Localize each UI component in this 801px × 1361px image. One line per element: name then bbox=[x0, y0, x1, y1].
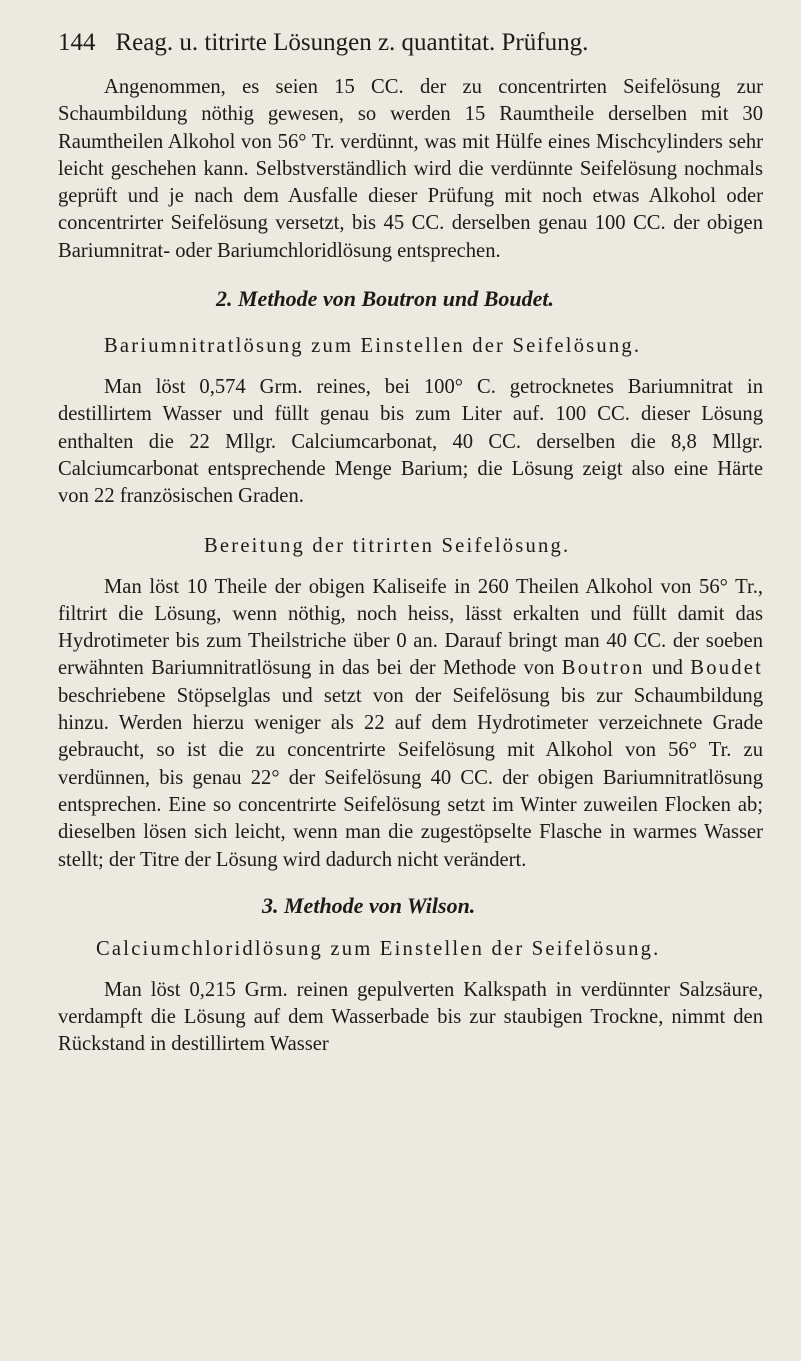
author-name-boudet: Boudet bbox=[690, 657, 763, 680]
page-number: 144 bbox=[58, 29, 96, 56]
subsection-title-bariumnitrat: Bariumnitratlösung zum Einstellen der Seifelösung. bbox=[104, 335, 642, 358]
subsection-title-bereitung: Bereitung der titrirten Seifelösung. bbox=[204, 534, 571, 557]
bereitung-paragraph bbox=[58, 574, 763, 874]
section-title-wilson: 3. Methode von Wilson. bbox=[262, 892, 476, 918]
calciumchlorid-paragraph: Man löst 0,215 Grm. reinen gepulverten Kalkspath in verdünnter Salzsäure, verdampft die Lösung auf dem Wasserbade bis zur staubigen Trockne, nimmt den Rückstand in destillirtem Wasser bbox=[58, 978, 763, 1056]
running-title: Reag. u. titrirte Lösungen z. quantitat. Prüfung. bbox=[115, 29, 589, 56]
intro-paragraph: Angenommen, es seien 15 CC. der zu concentrirten Seifelösung zur Schaumbildung nöthig gewesen, so werden 15 Raumtheile derselben mit 30 Raumtheilen Alkohol von 56° Tr. verdünnt, was mit Hülfe eines Mischcylinders sehr leicht geschehen kann. Selbstverständlich wird die verdünnte Seifelösung nochmals geprüft und je nach dem Ausfalle dieser Prüfung mit noch etwas Alkohol oder concentrirter Seifelösung versetzt, bis 45 CC. derselben genau 100 CC. der obigen Bariumnitrat- oder Bariumchloridlösung entsprechen. bbox=[58, 76, 763, 262]
bereitung-text-part-2: beschriebene Stöpselglas und setzt von der Seifelösung bis zur Schaumbildung hinzu. Werden hierzu weniger als 22 auf dem Hydrotimeter verzeichnete Grade gebraucht, so ist die zu concentrirte Seifelösung mit Alkohol von 56° Tr. zu verdünnen, bis genau 22° der Seifelösung 40 CC. der obigen Bariumnitratlösung entsprechen. Eine so concentrirte Seifelösung setzt im Winter zuweilen Flocken ab; dieselben lösen sich leicht, wenn man die zugestöpselte Flasche in warmes Wasser stellt; der Titre der Lösung wird dadurch nicht verändert. bbox=[58, 684, 763, 871]
page-header bbox=[58, 28, 763, 58]
bereitung-text-part-1: Man löst 10 Theile der obigen Kaliseife in 260 Theilen Alkohol von 56° Tr., filtrirt die Lösung, wenn nöthig, noch heiss, lässt erkalten und füllt damit das Hydrotimeter bis zum Theilstriche über 0 an. Darauf bringt man 40 CC. der soeben erwähnten Bariumnitratlösung in das bei der Methode von bbox=[58, 575, 763, 680]
subsection-title-calciumchlorid: Calciumchloridlösung zum Einstellen der Seifelösung. bbox=[96, 937, 661, 960]
author-name-boutron: Boutron bbox=[561, 657, 645, 680]
conjunction-und: und bbox=[644, 657, 691, 680]
section-title-boutron-boudet: 2. Methode von Boutron und Boudet. bbox=[216, 286, 555, 312]
bariumnitrat-paragraph: Man löst 0,574 Grm. reines, bei 100° C. getrocknetes Bariumnitrat in destillirtem Wasser und füllt genau bis zum Liter auf. 100 CC. dieser Lösung enthalten die 22 Mllgr. Calciumcarbonat, 40 CC. derselben die 8,8 Mllgr. Calciumcarbonat entsprechende Menge Barium; die Lösung zeigt also eine Härte von 22 französischen Graden. bbox=[58, 376, 763, 508]
